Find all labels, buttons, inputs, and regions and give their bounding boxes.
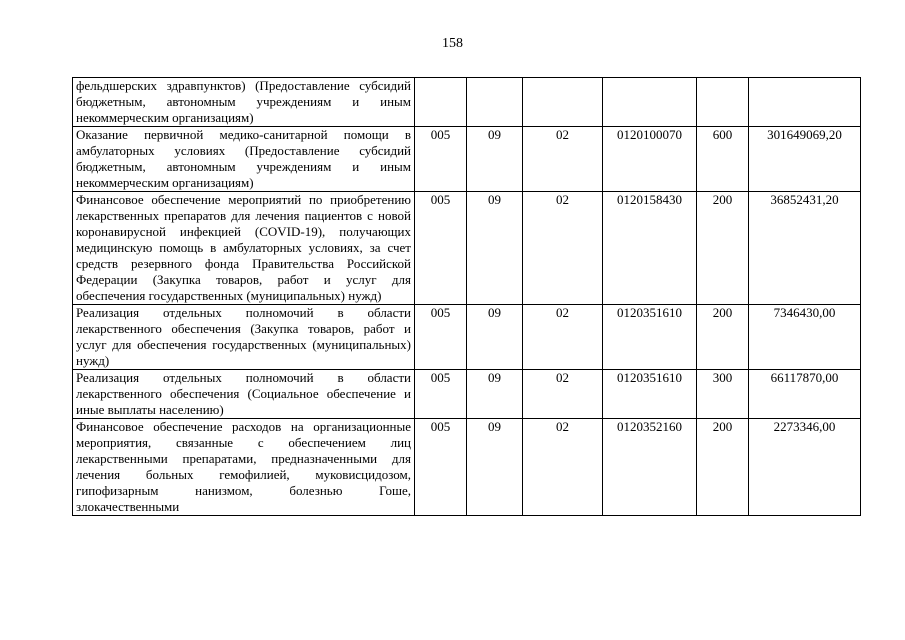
amount [749, 78, 861, 127]
vr-code: 200 [697, 419, 749, 516]
ved-code: 005 [415, 127, 467, 192]
table-row [73, 192, 861, 305]
row-description: фельдшерских здравпунктов) (Предоставление субсидий бюджетным, автономным учреждениям и иным некоммерческим организациям) [73, 78, 415, 127]
table-row [73, 78, 861, 127]
vr-code: 200 [697, 192, 749, 305]
csr-code: 0120351610 [603, 370, 697, 419]
table-row [73, 419, 861, 516]
pr-code: 02 [523, 305, 603, 370]
rz-code: 09 [467, 192, 523, 305]
table-row [73, 370, 861, 419]
table-row [73, 305, 861, 370]
ved-code: 005 [415, 419, 467, 516]
amount: 7346430,00 [749, 305, 861, 370]
pr-code [523, 78, 603, 127]
vr-code [697, 78, 749, 127]
csr-code [603, 78, 697, 127]
pr-code: 02 [523, 127, 603, 192]
csr-code: 0120351610 [603, 305, 697, 370]
row-description: Реализация отдельных полномочий в области лекарственного обеспечения (Социальное обеспечение и иные выплаты населению) [73, 370, 415, 419]
vr-code: 300 [697, 370, 749, 419]
page-number: 158 [442, 36, 463, 51]
rz-code: 09 [467, 127, 523, 192]
amount: 2273346,00 [749, 419, 861, 516]
table-row [73, 127, 861, 192]
vr-code: 600 [697, 127, 749, 192]
vr-code: 200 [697, 305, 749, 370]
rz-code: 09 [467, 419, 523, 516]
rz-code: 09 [467, 305, 523, 370]
row-description: Финансовое обеспечение расходов на организационные мероприятия, связанные с обеспечением лиц лекарственными препаратами, предназначенными для лечения больных гемофилией, муковисцидозом, гипофизарным нанизмом, болезнью Гоше, злокачественными [73, 419, 415, 516]
row-description: Финансовое обеспечение мероприятий по приобретению лекарственных препаратов для лечения пациентов с новой коронавирусной инфекцией (COVID-19), получающих медицинскую помощь в амбулаторных условиях, за счет средств резервного фонда Правительства Российской Федерации (Закупка товаров, работ и услуг для обеспечения государственных (муниципальных) нужд) [73, 192, 415, 305]
amount: 301649069,20 [749, 127, 861, 192]
pr-code: 02 [523, 419, 603, 516]
ved-code: 005 [415, 192, 467, 305]
ved-code [415, 78, 467, 127]
csr-code: 0120352160 [603, 419, 697, 516]
ved-code: 005 [415, 370, 467, 419]
csr-code: 0120158430 [603, 192, 697, 305]
csr-code: 0120100070 [603, 127, 697, 192]
amount: 36852431,20 [749, 192, 861, 305]
amount: 66117870,00 [749, 370, 861, 419]
pr-code: 02 [523, 370, 603, 419]
pr-code: 02 [523, 192, 603, 305]
ved-code: 005 [415, 305, 467, 370]
row-description: Реализация отдельных полномочий в области лекарственного обеспечения (Закупка товаров, работ и услуг для обеспечения государственных (муниципальных) нужд) [73, 305, 415, 370]
budget-table [72, 77, 861, 516]
rz-code [467, 78, 523, 127]
row-description: Оказание первичной медико-санитарной помощи в амбулаторных условиях (Предоставление субсидий бюджетным, автономным учреждениям и иным некоммерческим организациям) [73, 127, 415, 192]
rz-code: 09 [467, 370, 523, 419]
